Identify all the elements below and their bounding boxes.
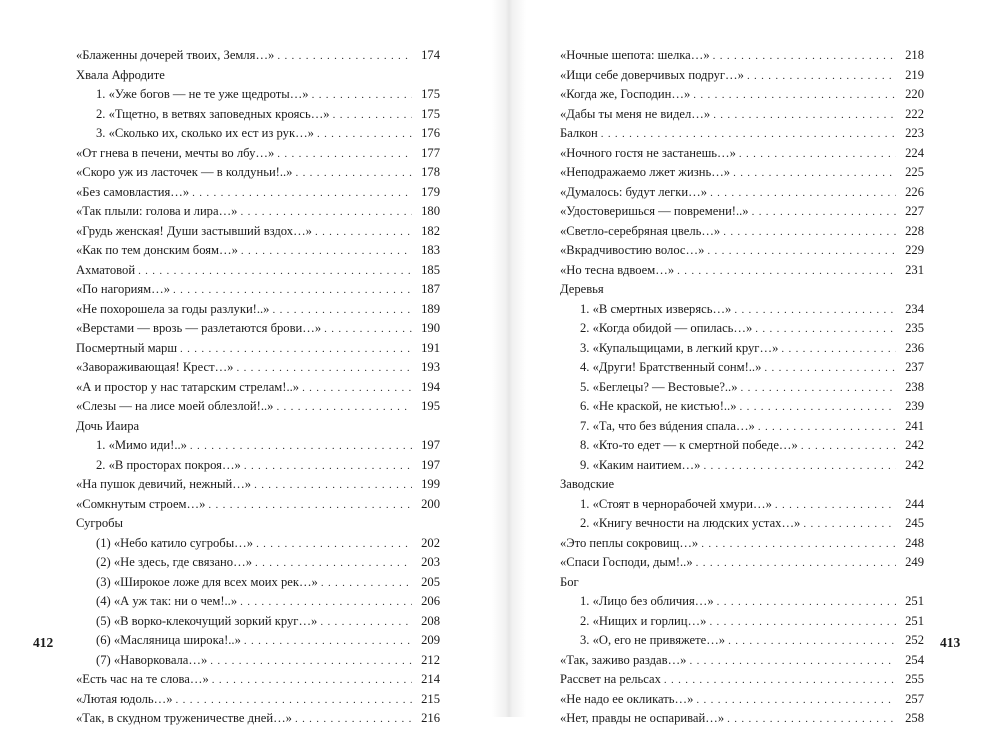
toc-entry-page: 209 <box>412 631 440 651</box>
toc-entry <box>76 319 440 339</box>
dot-leader <box>781 340 896 360</box>
dot-leader <box>277 145 412 165</box>
toc-entry <box>560 241 924 261</box>
dot-leader <box>696 554 896 574</box>
toc-entry-page: 227 <box>896 202 924 222</box>
toc-entry-page: 248 <box>896 534 924 554</box>
toc-entry <box>560 183 924 203</box>
toc-entry-title: 2. «Нищих и горлиц…» <box>580 612 709 632</box>
dot-leader <box>333 106 412 126</box>
toc-entry <box>76 709 440 729</box>
toc-entry-title: «Спаси Господи, дым!..» <box>560 553 696 573</box>
toc-entry <box>76 495 440 515</box>
toc-entry <box>76 651 440 671</box>
toc-entry <box>560 651 924 671</box>
toc-entry-page: 208 <box>412 612 440 632</box>
toc-entry-title: (1) «Небо катило сугробы…» <box>96 534 256 554</box>
toc-entry-title: 3. «Сколько их, сколько их ест из рук…» <box>96 124 317 144</box>
dot-leader <box>703 457 896 477</box>
toc-entry <box>560 261 924 281</box>
toc-entry-page: 194 <box>412 378 440 398</box>
dot-leader <box>601 125 896 145</box>
toc-entry <box>76 456 440 476</box>
toc-entry-title: «Это пеплы сокровищ…» <box>560 534 701 554</box>
toc-entry-title: 6. «Не краской, не кистью!..» <box>580 397 740 417</box>
left-page-contents <box>76 46 440 729</box>
toc-entry <box>560 124 924 144</box>
toc-entry-page: 183 <box>412 241 440 261</box>
toc-entry <box>76 85 440 105</box>
toc-entry-title: Бог <box>560 573 582 593</box>
toc-entry-title: «Завораживающая! Крест…» <box>76 358 236 378</box>
toc-entry <box>560 495 924 515</box>
toc-entry <box>76 573 440 593</box>
dot-leader <box>723 223 896 243</box>
toc-entry-title: Рассвет на рельсах <box>560 670 664 690</box>
toc-entry <box>560 163 924 183</box>
dot-leader <box>236 359 412 379</box>
toc-entry-page: 255 <box>896 670 924 690</box>
dot-leader <box>321 574 412 594</box>
dot-leader <box>254 476 412 496</box>
dot-leader <box>240 593 412 613</box>
toc-entry-page: 206 <box>412 592 440 612</box>
dot-leader <box>764 359 896 379</box>
toc-entry <box>560 612 924 632</box>
toc-entry-title: Дочь Иаира <box>76 417 142 437</box>
dot-leader <box>317 125 412 145</box>
toc-entry <box>76 553 440 573</box>
toc-entry-page: 191 <box>412 339 440 359</box>
toc-entry <box>76 46 440 66</box>
toc-entry-page: 238 <box>896 378 924 398</box>
toc-entry-title: «Светло-серебряная цвель…» <box>560 222 723 242</box>
toc-entry <box>560 670 924 690</box>
toc-entry-page: 229 <box>896 241 924 261</box>
toc-section-heading <box>76 66 440 86</box>
toc-entry-page: 241 <box>896 417 924 437</box>
toc-entry-title: «Так, заживо раздав…» <box>560 651 689 671</box>
toc-entry <box>560 690 924 710</box>
toc-entry <box>76 475 440 495</box>
toc-entry-page: 203 <box>412 553 440 573</box>
dot-leader <box>295 164 412 184</box>
toc-entry-page: 224 <box>896 144 924 164</box>
toc-entry-title: «Так плыли: голова и лира…» <box>76 202 240 222</box>
toc-entry-title: «Скоро уж из ласточек — в колдуньи!..» <box>76 163 295 183</box>
toc-section-heading <box>560 573 924 593</box>
toc-entry <box>76 261 440 281</box>
toc-entry-title: 1. «Стоят в чернорабочей хмури…» <box>580 495 775 515</box>
toc-entry-title: (2) «Не здесь, где связано…» <box>96 553 255 573</box>
toc-entry-title: Ахматовой <box>76 261 138 281</box>
toc-entry <box>76 670 440 690</box>
toc-entry-title: «Так, в скудном труженичестве дней…» <box>76 709 295 729</box>
toc-entry-title: Балкон <box>560 124 601 144</box>
toc-entry-page: 215 <box>412 690 440 710</box>
toc-entry-title: «Блаженны дочерей твоих, Земля…» <box>76 46 277 66</box>
toc-entry-title: «Ищи себе доверчивых подруг…» <box>560 66 747 86</box>
toc-entry <box>76 222 440 242</box>
toc-entry-title: «От гнева в печени, мечты во лбу…» <box>76 144 277 164</box>
right-page-contents <box>560 46 924 729</box>
toc-entry-page: 252 <box>896 631 924 651</box>
dot-leader <box>728 632 896 652</box>
toc-entry-title: «Вкрадчивостию волос…» <box>560 241 707 261</box>
toc-entry <box>76 339 440 359</box>
dot-leader <box>689 652 896 672</box>
toc-entry <box>76 612 440 632</box>
toc-entry-title: «А и простор у нас татарским стрелам!..» <box>76 378 302 398</box>
toc-section-heading <box>76 417 440 437</box>
toc-entry-page: 222 <box>896 105 924 125</box>
toc-entry <box>560 300 924 320</box>
toc-entry-title: Заводские <box>560 475 617 495</box>
dot-leader <box>740 398 897 418</box>
dot-leader <box>717 593 896 613</box>
toc-entry-page: 218 <box>896 46 924 66</box>
toc-entry-page: 178 <box>412 163 440 183</box>
toc-entry-page: 244 <box>896 495 924 515</box>
dot-leader <box>803 515 896 535</box>
toc-entry-title: 1. «Мимо иди!..» <box>96 436 190 456</box>
toc-entry-page: 245 <box>896 514 924 534</box>
dot-leader <box>208 496 412 516</box>
dot-leader <box>255 554 412 574</box>
dot-leader <box>664 671 896 691</box>
dot-leader <box>696 691 896 711</box>
toc-entry <box>76 358 440 378</box>
dot-leader <box>295 710 412 730</box>
toc-entry-title: 3. «Купальщицами, в легкий круг…» <box>580 339 781 359</box>
toc-entry-title: (5) «В ворко-клекочущий зоркий круг…» <box>96 612 320 632</box>
dot-leader <box>244 632 412 652</box>
toc-entry-page: 237 <box>896 358 924 378</box>
toc-entry-title: «Дабы ты меня не видел…» <box>560 105 713 125</box>
toc-entry-page: 185 <box>412 261 440 281</box>
toc-entry-page: 216 <box>412 709 440 729</box>
toc-entry <box>560 46 924 66</box>
toc-entry-page: 199 <box>412 475 440 495</box>
dot-leader <box>312 86 412 106</box>
toc-entry <box>560 436 924 456</box>
toc-entry <box>76 534 440 554</box>
dot-leader <box>734 301 896 321</box>
toc-entry-page: 242 <box>896 436 924 456</box>
toc-entry <box>560 85 924 105</box>
left-page-number: 412 <box>33 635 54 650</box>
toc-entry <box>560 456 924 476</box>
dot-leader <box>324 320 412 340</box>
toc-entry-title: 1. «В смертных изверясь…» <box>580 300 734 320</box>
toc-entry-page: 187 <box>412 280 440 300</box>
dot-leader <box>677 262 896 282</box>
toc-entry-page: 220 <box>896 85 924 105</box>
dot-leader <box>733 164 896 184</box>
dot-leader <box>693 86 896 106</box>
toc-entry-page: 195 <box>412 397 440 417</box>
toc-entry-title: «Удостоверишься — повремени!..» <box>560 202 752 222</box>
toc-entry <box>76 300 440 320</box>
toc-entry <box>76 202 440 222</box>
toc-entry-page: 200 <box>412 495 440 515</box>
toc-entry-title: 9. «Каким наитием…» <box>580 456 703 476</box>
toc-entry <box>560 66 924 86</box>
toc-entry-page: 189 <box>412 300 440 320</box>
toc-entry <box>560 222 924 242</box>
toc-entry-page: 242 <box>896 456 924 476</box>
toc-entry <box>560 417 924 437</box>
dot-leader <box>256 535 412 555</box>
toc-entry-page: 257 <box>896 690 924 710</box>
toc-entry <box>560 339 924 359</box>
toc-entry-page: 228 <box>896 222 924 242</box>
toc-entry-page: 226 <box>896 183 924 203</box>
dot-leader <box>701 535 896 555</box>
toc-entry <box>76 436 440 456</box>
dot-leader <box>176 691 413 711</box>
dot-leader <box>775 496 896 516</box>
dot-leader <box>752 203 896 223</box>
toc-entry-title: «Грудь женская! Души застывший вздох…» <box>76 222 315 242</box>
dot-leader <box>240 203 412 223</box>
toc-entry <box>560 631 924 651</box>
toc-section-heading <box>560 280 924 300</box>
dot-leader <box>190 437 412 457</box>
toc-entry-page: 197 <box>412 436 440 456</box>
toc-entry-page: 202 <box>412 534 440 554</box>
dot-leader <box>747 67 896 87</box>
toc-entry-title: «На пушок девичий, нежный…» <box>76 475 254 495</box>
toc-entry <box>560 358 924 378</box>
toc-entry-page: 223 <box>896 124 924 144</box>
toc-entry <box>76 144 440 164</box>
dot-leader <box>272 301 412 321</box>
toc-entry <box>76 378 440 398</box>
toc-entry-page: 174 <box>412 46 440 66</box>
dot-leader <box>315 223 412 243</box>
dot-leader <box>710 184 896 204</box>
dot-leader <box>758 418 896 438</box>
toc-entry-title: (4) «А уж так: ни о чем!..» <box>96 592 240 612</box>
toc-entry-page: 190 <box>412 319 440 339</box>
toc-entry <box>76 280 440 300</box>
toc-entry-page: 254 <box>896 651 924 671</box>
toc-entry-page: 251 <box>896 612 924 632</box>
toc-entry-title: «Есть час на те слова…» <box>76 670 212 690</box>
toc-entry-title: 4. «Други! Братственный сонм!..» <box>580 358 764 378</box>
toc-entry-page: 175 <box>412 105 440 125</box>
dot-leader <box>210 652 412 672</box>
toc-entry-title: «Но тесна вдвоем…» <box>560 261 677 281</box>
toc-entry-title: 2. «Тщетно, в ветвях заповедных кроясь…» <box>96 105 333 125</box>
toc-entry-title: 7. «Та, что без вúдения спала…» <box>580 417 758 437</box>
dot-leader <box>138 262 412 282</box>
toc-entry-title: «Когда же, Господин…» <box>560 85 693 105</box>
dot-leader <box>192 184 412 204</box>
toc-entry <box>76 241 440 261</box>
dot-leader <box>173 281 412 301</box>
toc-entry-page: 179 <box>412 183 440 203</box>
toc-entry <box>76 690 440 710</box>
toc-entry-title: «По нагориям…» <box>76 280 173 300</box>
toc-entry-title: «Слезы — на лисе моей облезлой!..» <box>76 397 276 417</box>
toc-entry <box>560 534 924 554</box>
toc-entry-title: 8. «Кто-то едет — к смертной победе…» <box>580 436 801 456</box>
toc-entry-page: 176 <box>412 124 440 144</box>
toc-entry-title: «Не надо ее окликать…» <box>560 690 696 710</box>
toc-entry-title: «Ночного гостя не застанешь…» <box>560 144 739 164</box>
toc-entry-page: 193 <box>412 358 440 378</box>
toc-entry-title: «Верстами — врозь — разлетаются брови…» <box>76 319 324 339</box>
toc-entry <box>76 397 440 417</box>
toc-entry-page: 180 <box>412 202 440 222</box>
toc-entry-page: 231 <box>896 261 924 281</box>
toc-entry-title: 1. «Уже богов — не те уже щедроты…» <box>96 85 312 105</box>
dot-leader <box>727 710 896 730</box>
dot-leader <box>713 106 896 126</box>
toc-entry-title: «Без самовластия…» <box>76 183 192 203</box>
dot-leader <box>320 613 412 633</box>
toc-entry <box>76 163 440 183</box>
toc-entry <box>560 592 924 612</box>
toc-entry <box>560 553 924 573</box>
toc-entry <box>76 592 440 612</box>
toc-entry-title: Посмертный марш <box>76 339 180 359</box>
toc-entry-page: 236 <box>896 339 924 359</box>
dot-leader <box>707 242 896 262</box>
toc-entry <box>560 397 924 417</box>
toc-entry-title: 5. «Беглецы? — Вестовые?..» <box>580 378 741 398</box>
toc-entry-page: 219 <box>896 66 924 86</box>
toc-entry-title: Деревья <box>560 280 607 300</box>
toc-entry-title: (3) «Широкое ложе для всех моих рек…» <box>96 573 321 593</box>
dot-leader <box>713 47 896 67</box>
toc-entry-page: 205 <box>412 573 440 593</box>
toc-entry-page: 251 <box>896 592 924 612</box>
toc-entry-page: 175 <box>412 85 440 105</box>
toc-section-heading <box>76 514 440 534</box>
toc-entry-title: Сугробы <box>76 514 126 534</box>
toc-entry-page: 177 <box>412 144 440 164</box>
toc-entry-title: «Сомкнутым строем…» <box>76 495 208 515</box>
toc-entry-title: «Думалось: будут легки…» <box>560 183 710 203</box>
toc-entry-page: 212 <box>412 651 440 671</box>
toc-entry <box>76 183 440 203</box>
toc-entry-title: 2. «Когда обидой — опилась…» <box>580 319 755 339</box>
dot-leader <box>180 340 412 360</box>
toc-entry-title: «Неподражаемо лжет жизнь…» <box>560 163 733 183</box>
dot-leader <box>276 398 412 418</box>
dot-leader <box>302 379 412 399</box>
dot-leader <box>709 613 896 633</box>
toc-entry <box>560 105 924 125</box>
toc-entry-title: «Нет, правды не оспаривай…» <box>560 709 727 729</box>
toc-entry-title: (6) «Масляница широка!..» <box>96 631 244 651</box>
toc-entry-page: 182 <box>412 222 440 242</box>
toc-entry <box>560 144 924 164</box>
dot-leader <box>755 320 896 340</box>
book-gutter <box>492 0 526 717</box>
toc-entry-title: Хвала Афродите <box>76 66 168 86</box>
dot-leader <box>241 242 412 262</box>
toc-entry <box>76 124 440 144</box>
toc-entry-title: «Не похорошела за годы разлуки!..» <box>76 300 272 320</box>
toc-entry <box>560 378 924 398</box>
dot-leader <box>739 145 896 165</box>
toc-entry-page: 197 <box>412 456 440 476</box>
toc-entry-page: 225 <box>896 163 924 183</box>
toc-entry <box>560 709 924 729</box>
dot-leader <box>801 437 896 457</box>
toc-entry-title: «Лютая юдоль…» <box>76 690 176 710</box>
toc-entry-page: 235 <box>896 319 924 339</box>
toc-entry-page: 234 <box>896 300 924 320</box>
toc-entry-title: «Как по тем донским боям…» <box>76 241 241 261</box>
toc-entry-page: 258 <box>896 709 924 729</box>
toc-entry-page: 214 <box>412 670 440 690</box>
toc-entry-title: 3. «О, его не привяжете…» <box>580 631 728 651</box>
toc-entry-page: 249 <box>896 553 924 573</box>
toc-entry-title: 1. «Лицо без обличия…» <box>580 592 717 612</box>
dot-leader <box>741 379 896 399</box>
toc-entry <box>76 105 440 125</box>
dot-leader <box>244 457 412 477</box>
toc-section-heading <box>560 475 924 495</box>
toc-entry <box>560 319 924 339</box>
toc-entry-title: 2. «Книгу вечности на людских устах…» <box>580 514 803 534</box>
dot-leader <box>277 47 412 67</box>
toc-entry-page: 239 <box>896 397 924 417</box>
toc-entry <box>560 202 924 222</box>
toc-entry-title: (7) «Наворковала…» <box>96 651 210 671</box>
dot-leader <box>212 671 412 691</box>
toc-entry <box>76 631 440 651</box>
right-page-number: 413 <box>940 635 961 650</box>
toc-entry-title: 2. «В просторах покроя…» <box>96 456 244 476</box>
toc-entry-title: «Ночные шепота: шелка…» <box>560 46 713 66</box>
toc-entry <box>560 514 924 534</box>
